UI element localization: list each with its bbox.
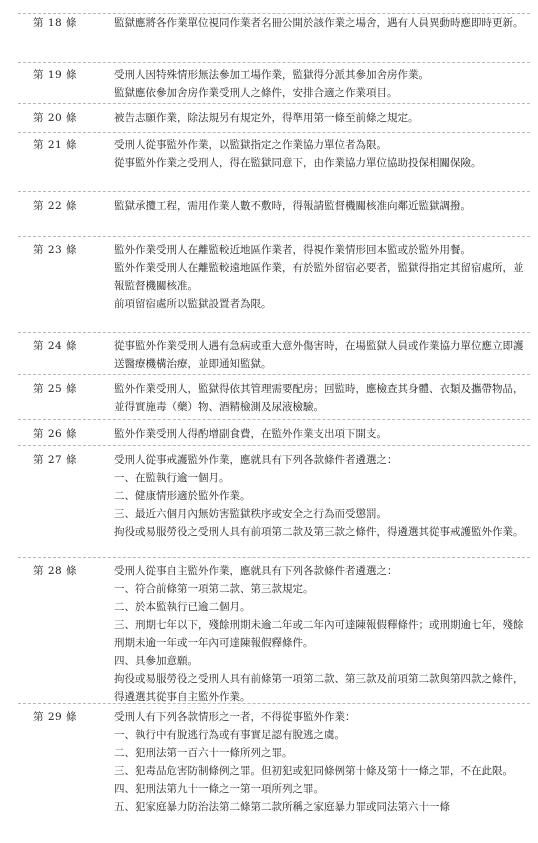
- list-item: 五、犯家庭暴力防治法第二條第二款所稱之家庭暴力罪或同法第六十一條: [114, 801, 450, 813]
- separator: [18, 191, 530, 192]
- article-body: [114, 241, 524, 313]
- list-item: 三、最近六個月內無妨害監獄秩序或安全之行為而受懲罰。: [114, 508, 387, 520]
- article-body: [114, 425, 524, 443]
- separator: [18, 236, 530, 237]
- article-body: [114, 14, 524, 32]
- list-item: 一、符合前條第一項第二款、第三款規定。: [114, 583, 314, 595]
- article-number: 第 25 條: [33, 383, 78, 395]
- separator: [18, 703, 530, 704]
- article-body: [114, 66, 524, 102]
- article-text: 前項留宿處所以監獄設置者為限。: [114, 298, 272, 310]
- article-text: 從事監外作業之受刑人，得在監獄同意下，由作業協力單位協助投保相關保險。: [114, 157, 482, 169]
- article-text: 受刑人有下列各款情形之一者，不得從事監外作業：: [114, 711, 356, 723]
- article-text: 受刑人因特殊情形無法參加工場作業，監獄得分派其參加舍房作業。: [114, 69, 429, 81]
- article-text: 監外作業受刑人得酌增副食費，在監外作業支出項下開支。: [114, 428, 387, 440]
- separator: [18, 132, 530, 133]
- article-text: 拘役或易服勞役之受刑人具有前項第二款及第三款之條件，得遴選其從事戒護監外作業。: [114, 526, 524, 538]
- separator: [18, 332, 530, 333]
- article-body: [114, 109, 524, 127]
- article-number: 第 27 條: [33, 454, 78, 466]
- article-number: 第 29 條: [33, 711, 78, 723]
- list-item: 三、刑期七年以下，殘餘刑期未逾二年或二年內可達陳報假釋條件；或刑期逾七年，殘餘刑期未逾一年或一年內可達陳報假釋條件。: [114, 619, 524, 649]
- list-item: 二、犯刑法第一百六十一條所列之罪。: [114, 747, 293, 759]
- article-body: [114, 451, 524, 541]
- article-body: [114, 197, 524, 215]
- list-item: 一、在監執行逾一個月。: [114, 472, 230, 484]
- article-number: 第 24 條: [33, 340, 78, 352]
- article-text: 監外作業受刑人，監獄得依其管理需要配房；回監時，應檢查其身體、衣類及攜帶物品，並得實施毒（藥）物、酒精檢測及尿液檢驗。: [114, 383, 524, 413]
- article-number: 第 18 條: [33, 17, 78, 29]
- article-body: [114, 380, 524, 416]
- article-text: 監獄承攬工程，需用作業人數不敷時，得報請監督機關核准向鄰近監獄調撥。: [114, 200, 471, 212]
- article-number: 第 19 條: [33, 69, 78, 81]
- article-body: [114, 562, 524, 706]
- article-number: 第 21 條: [33, 139, 78, 151]
- article-body: [114, 337, 524, 373]
- article-text: 監外作業受刑人在離監較近地區作業者，得視作業情形回本監或於監外用餐。: [114, 244, 471, 256]
- article-number: 第 22 條: [33, 200, 78, 212]
- list-item: 四、具參加意願。: [114, 655, 198, 667]
- article-text: 受刑人從事自主監外作業，應就具有下列各款條件者遴選之：: [114, 565, 398, 577]
- separator: [18, 62, 530, 63]
- article-text: 受刑人從事戒護監外作業，應就具有下列各款條件者遴選之：: [114, 454, 398, 466]
- article-text: 被告志願作業，除法規另有規定外，得準用第一條至前條之規定。: [114, 112, 419, 124]
- separator: [18, 374, 530, 375]
- list-item: 三、犯毒品危害防制條例之罪。但初犯或犯同條例第十條及第十一條之罪，不在此限。: [114, 765, 513, 777]
- article-text: 拘役或易服勞役之受刑人具有前條第一項第二款、第三款及前項第二款與第四款之條件，得遴選其從事自主監外作業。: [114, 673, 524, 703]
- article-body: [114, 136, 524, 172]
- list-item: 二、於本監執行已逾二個月。: [114, 601, 251, 613]
- article-text: 從事監外作業受刑人遇有急病或重大意外傷害時，在場監獄人員或作業協力單位應立即護送醫療機構治療，並即通知監獄。: [114, 340, 524, 370]
- article-number: 第 20 條: [33, 112, 78, 124]
- article-text: 受刑人從事監外作業，以監獄指定之作業協力單位者為限。: [114, 139, 387, 151]
- article-text: 監獄應依參加舍房作業受刑人之條件，安排合適之作業項目。: [114, 87, 398, 99]
- article-number: 第 23 條: [33, 244, 78, 256]
- separator: [18, 445, 530, 446]
- article-text: 監外作業受刑人在離監較遠地區作業，有於監外留宿必要者，監獄得指定其留宿處所，並報監督機關核准。: [114, 262, 524, 292]
- separator: [18, 557, 530, 558]
- article-number: 第 28 條: [33, 565, 78, 577]
- list-item: 四、犯刑法第九十一條之一第一項所列之罪。: [114, 783, 324, 795]
- separator: [18, 419, 530, 420]
- list-item: 二、健康情形適於監外作業。: [114, 490, 251, 502]
- separator: [18, 103, 530, 104]
- article-text: 監獄應將各作業單位視同作業者名冊公開於該作業之場舍，遇有人員異動時應即時更新。: [114, 17, 524, 29]
- article-number: 第 26 條: [33, 428, 78, 440]
- article-body: [114, 708, 524, 816]
- list-item: 一、執行中有脫逃行為或有事實足認有脫逃之虞。: [114, 729, 345, 741]
